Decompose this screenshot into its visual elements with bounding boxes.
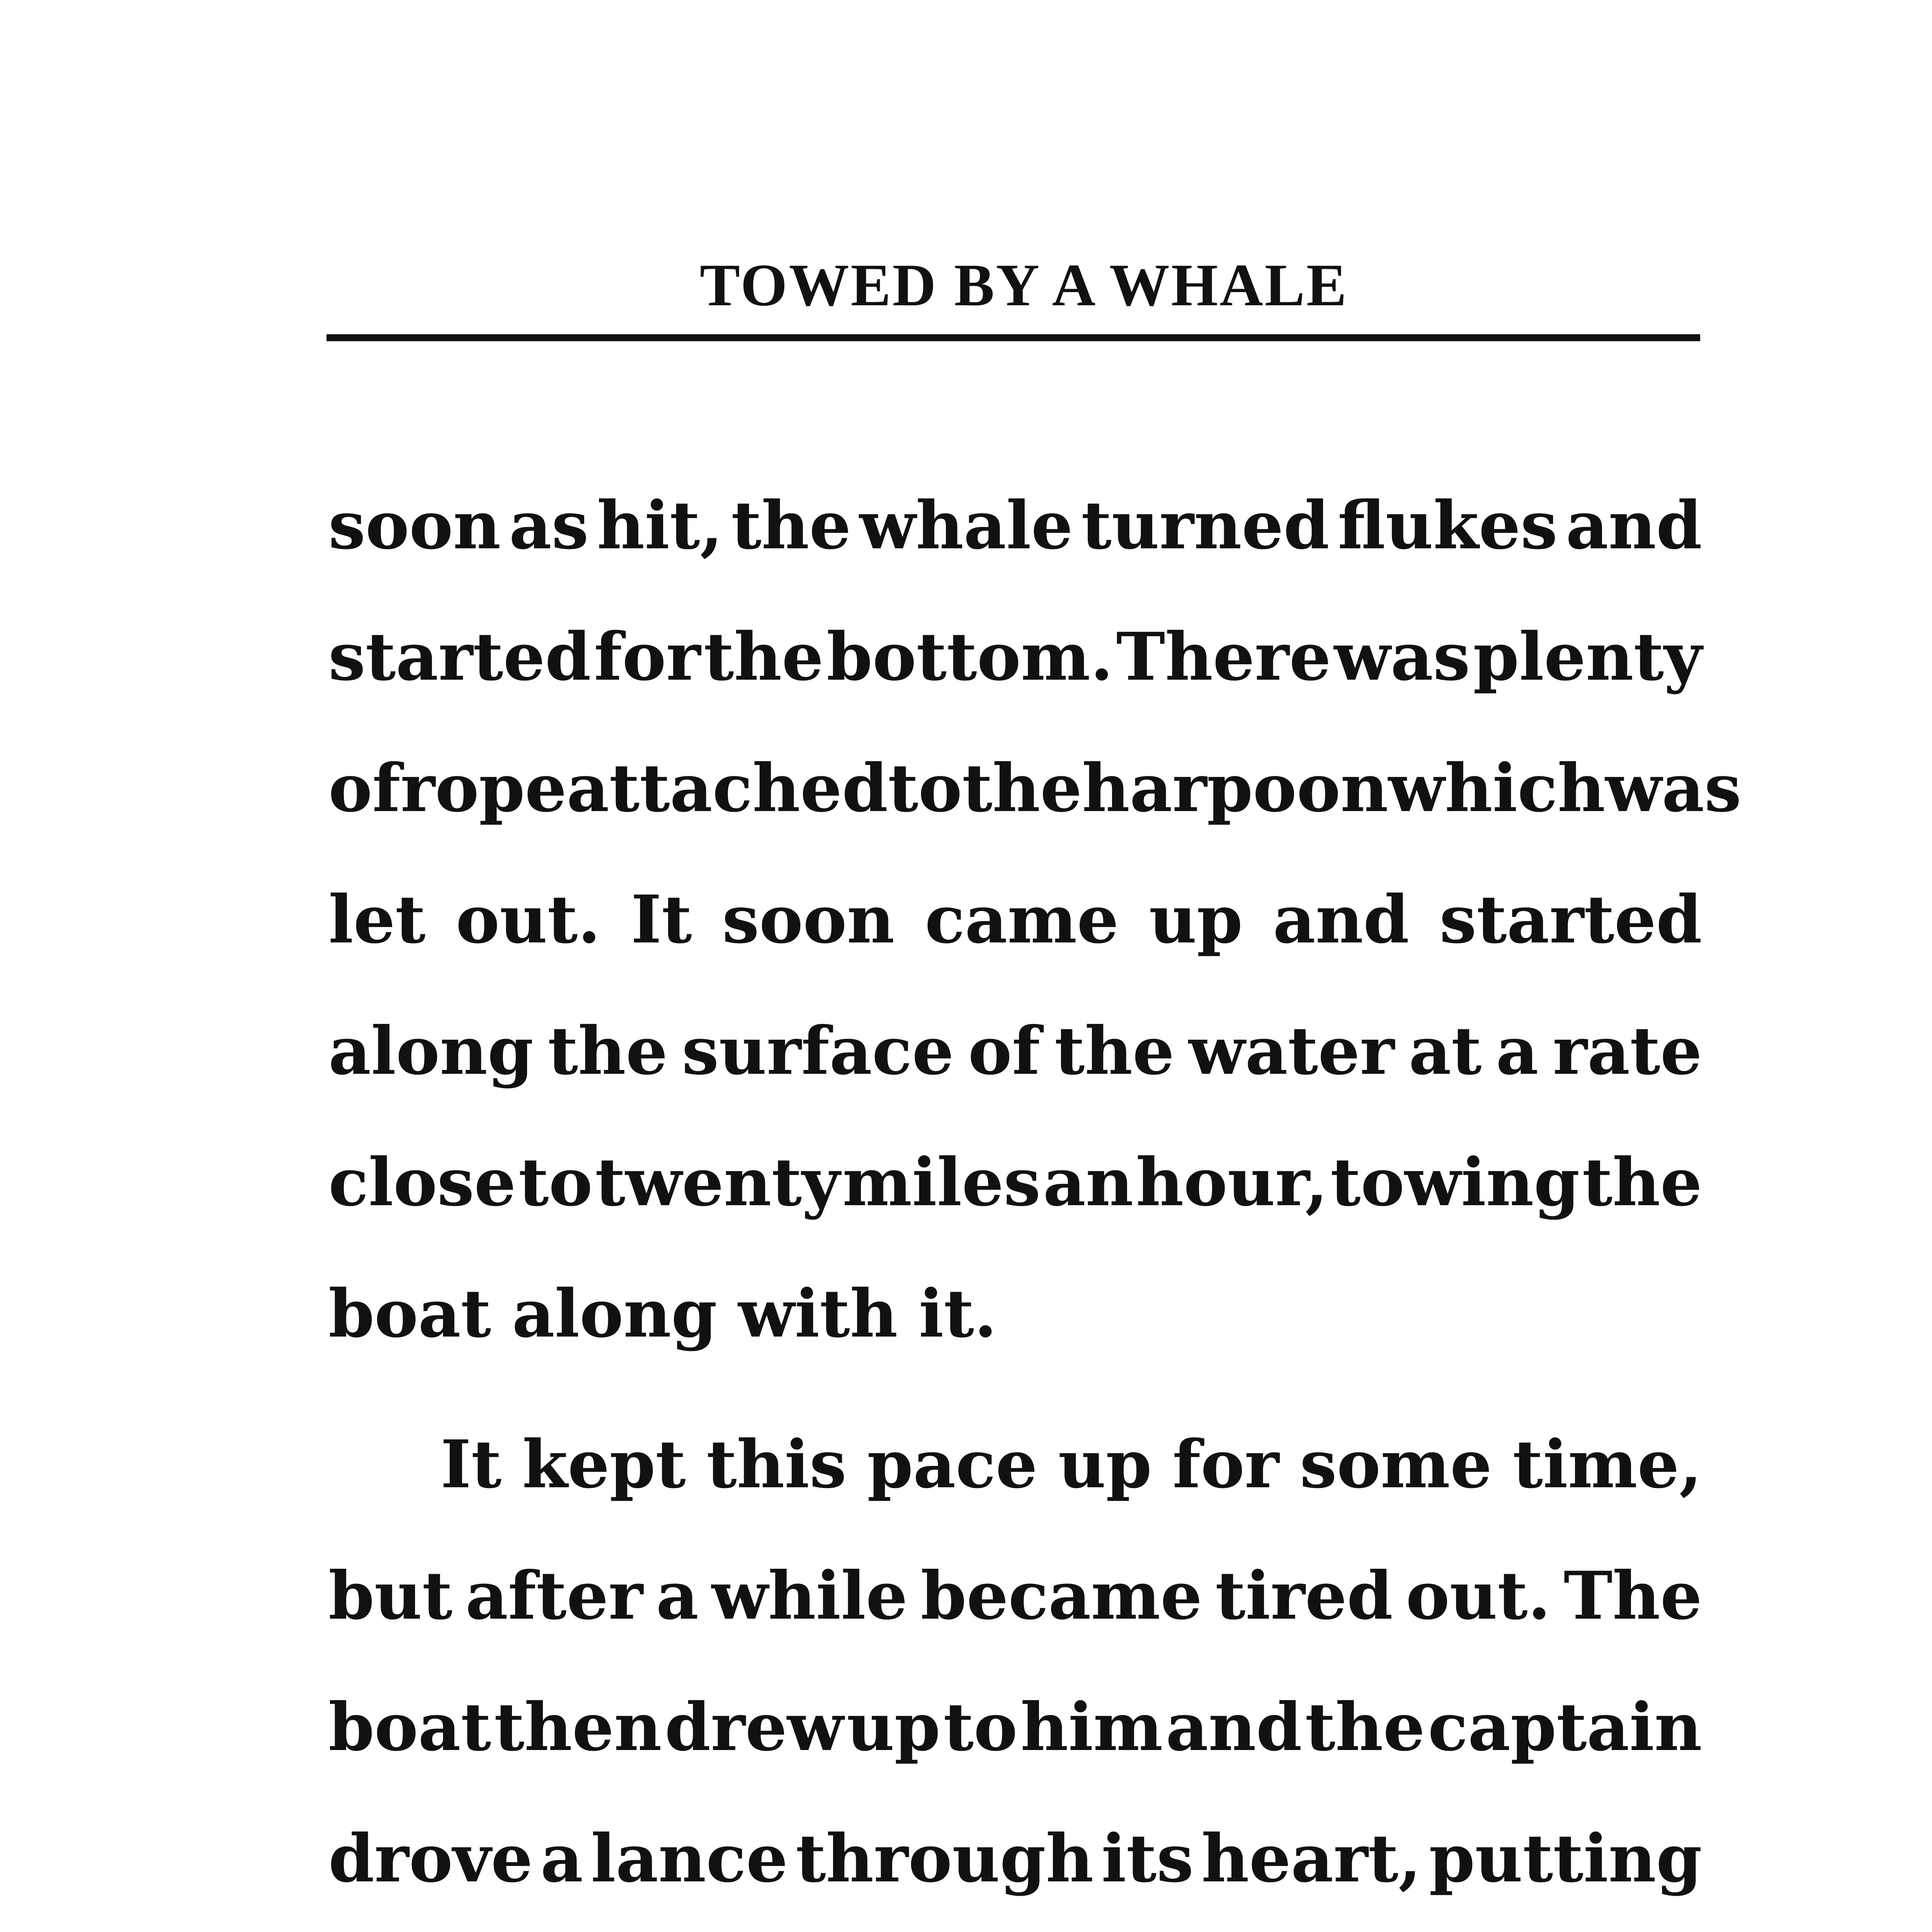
header-rule — [327, 334, 1700, 341]
word: water — [1189, 1012, 1395, 1090]
word: a — [1496, 1012, 1539, 1090]
word: him — [1020, 1689, 1163, 1766]
word: captain — [1428, 1689, 1702, 1766]
word: to — [888, 750, 962, 827]
word: for — [1172, 1426, 1279, 1503]
word: There — [1116, 618, 1331, 696]
word: up — [1058, 1426, 1152, 1503]
word: plenty — [1473, 618, 1702, 696]
word: a — [540, 1820, 583, 1897]
word: through — [796, 1820, 1094, 1897]
word: boat — [328, 1689, 491, 1766]
word: started — [1439, 881, 1702, 958]
word: was — [1334, 618, 1470, 696]
word: tired — [1215, 1557, 1393, 1634]
word: with — [738, 1275, 898, 1352]
text-line — [328, 609, 1702, 740]
word: hour, — [1136, 1144, 1328, 1221]
word: at — [1408, 1012, 1482, 1090]
word: this — [706, 1426, 847, 1503]
word: of — [968, 1012, 1041, 1090]
word: soon — [328, 487, 501, 564]
word: out. — [1406, 1557, 1551, 1634]
word: miles — [842, 1144, 1041, 1221]
word: the — [1054, 1012, 1175, 1090]
word: was — [1605, 750, 1742, 827]
word: came — [925, 881, 1119, 958]
text-line — [328, 1810, 1702, 1932]
word: putting — [1429, 1820, 1702, 1897]
word: let — [328, 881, 426, 958]
word: bottom. — [827, 618, 1113, 696]
word: attached — [566, 750, 888, 827]
word: the — [1582, 1144, 1702, 1221]
word: the — [1305, 1689, 1425, 1766]
word: became — [920, 1557, 1202, 1634]
word: up — [847, 1689, 940, 1766]
word: some — [1299, 1426, 1492, 1503]
text-line — [328, 1679, 1702, 1810]
text-line — [328, 1265, 1702, 1397]
word: while — [711, 1557, 908, 1634]
word: to — [943, 1689, 1018, 1766]
word: to — [518, 1144, 593, 1221]
word: it. — [918, 1275, 997, 1352]
word: rate — [1553, 1012, 1702, 1090]
word: along — [512, 1275, 717, 1352]
word: lance — [591, 1820, 788, 1897]
word: time, — [1512, 1426, 1702, 1503]
word: along — [328, 1012, 534, 1090]
word: harpoon — [1082, 750, 1388, 827]
word: twenty — [595, 1144, 840, 1221]
word: started — [328, 618, 591, 696]
word: a — [656, 1557, 699, 1634]
text-line — [328, 1134, 1702, 1265]
word: It — [631, 881, 692, 958]
word: pace — [867, 1426, 1037, 1503]
word: drew — [665, 1689, 844, 1766]
word: surface — [682, 1012, 954, 1090]
word: drove — [328, 1820, 533, 1897]
word: flukes — [1338, 487, 1558, 564]
text-line — [328, 1416, 1702, 1548]
word: heart, — [1201, 1820, 1422, 1897]
word: of — [328, 750, 401, 827]
running-head: TOWED BY A WHALE — [700, 252, 1348, 318]
word: close — [328, 1144, 516, 1221]
word: whale — [859, 487, 1073, 564]
word: and — [1566, 487, 1702, 564]
text-line — [328, 1003, 1702, 1134]
word: the — [704, 618, 824, 696]
word: the — [962, 750, 1082, 827]
word: as — [509, 487, 589, 564]
word: boat — [328, 1275, 491, 1352]
word: the — [548, 1012, 668, 1090]
word: for — [594, 618, 701, 696]
word: soon — [722, 881, 895, 958]
word: which — [1388, 750, 1605, 827]
word: It — [440, 1426, 502, 1503]
word: but — [328, 1557, 452, 1634]
paragraph-break — [328, 1397, 1702, 1416]
word: then — [494, 1689, 662, 1766]
word: hit, — [597, 487, 723, 564]
text-line — [328, 1548, 1702, 1679]
word: towing — [1330, 1144, 1580, 1221]
body-text — [328, 477, 1742, 1932]
word: The — [1563, 1557, 1702, 1634]
word: turned — [1081, 487, 1330, 564]
word: after — [465, 1557, 643, 1634]
word: and — [1273, 881, 1410, 958]
word: its — [1101, 1820, 1194, 1897]
text-line — [328, 871, 1702, 1003]
text-line — [328, 740, 1742, 871]
word: an — [1043, 1144, 1134, 1221]
word: and — [1166, 1689, 1302, 1766]
word: kept — [522, 1426, 686, 1503]
word: up — [1149, 881, 1243, 958]
word: the — [731, 487, 851, 564]
word: out. — [456, 881, 601, 958]
word: rope — [400, 750, 567, 827]
text-line — [328, 477, 1702, 609]
